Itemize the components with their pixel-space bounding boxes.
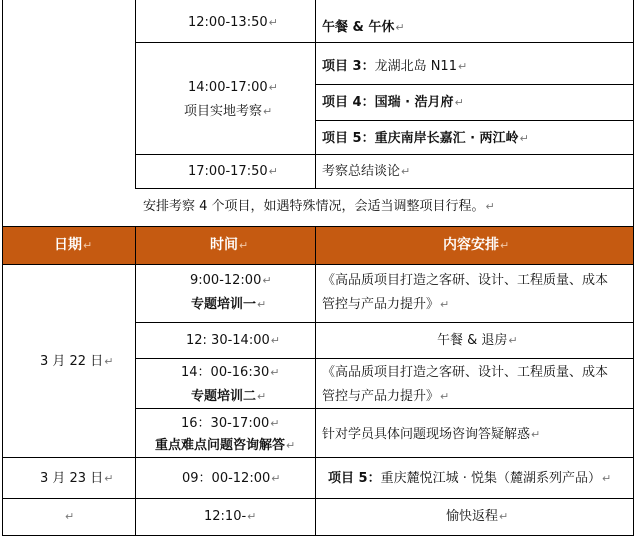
date-cell: ↵: [65, 510, 75, 523]
grid-line: [315, 226, 316, 536]
date-cell: 3 月 23 日↵: [40, 471, 114, 486]
content-cell: 项目 4：国瑞 · 浩月府↵: [322, 95, 464, 110]
time-cell: 17:00-17:50↵: [188, 164, 278, 179]
time-cell: 12: 30-14:00↵: [186, 333, 280, 348]
schedule-note: 安排考察 4 个项目，如遇特殊情况，会适当调整项目行程。↵: [143, 199, 495, 214]
date-cell: 3 月 22 日↵: [40, 354, 114, 369]
header-content: 内容安排↵: [443, 237, 510, 253]
content-cell: 《高品质项目打造之客研、设计、工程质量、成本: [322, 365, 609, 380]
grid-line: [2, 457, 634, 458]
time-cell: 12:10-↵: [204, 509, 257, 524]
content-cell: 《高品质项目打造之客研、设计、工程质量、成本: [322, 273, 609, 288]
content-cell: 针对学员具体问题现场咨询答疑解惑↵: [322, 427, 541, 442]
content-cell: 午餐 & 午休↵: [322, 20, 405, 35]
time-cell: 09：00-12:00↵: [182, 471, 281, 486]
grid-line: [135, 0, 136, 188]
time-cell: 12:00-13:50↵: [188, 15, 278, 30]
content-cell: 项目 3：龙湖北岛 N11↵: [322, 59, 468, 74]
grid-line: [315, 120, 634, 121]
content-cell: 愉快返程↵: [446, 509, 509, 524]
time-cell: 9:00-12:00↵: [190, 273, 272, 288]
time-activity: 项目实地考察↵: [184, 104, 273, 119]
grid-line: [135, 358, 634, 359]
content-cell: 项目 5：重庆南岸长嘉汇 · 两江岭↵: [322, 131, 529, 146]
grid-line: [2, 226, 634, 227]
content-cell: 管控与产品力提升》↵: [322, 389, 450, 404]
session-title: 专题培训一↵: [191, 297, 267, 312]
grid-line: [135, 408, 634, 409]
header-date: 日期↵: [54, 237, 93, 253]
table-header-row: [2, 226, 634, 264]
content-cell: 午餐 & 退房↵: [437, 333, 518, 348]
grid-line: [2, 498, 634, 499]
grid-line: [315, 84, 634, 85]
grid-line: [135, 154, 634, 155]
grid-line: [135, 42, 634, 43]
header-time: 时间↵: [210, 237, 249, 253]
grid-line: [135, 188, 634, 189]
grid-line: [135, 322, 634, 323]
grid-line: [315, 0, 316, 188]
time-cell: 14:00-17:00↵: [188, 80, 278, 95]
session-title: 重点难点问题咨询解答↵: [155, 438, 296, 453]
grid-line: [2, 264, 634, 265]
time-cell: 14：00-16:30↵: [181, 365, 280, 380]
grid-line: [2, 0, 3, 536]
content-cell: 项目 5：重庆麓悦江城 · 悦集（麓湖系列产品）↵: [328, 471, 612, 486]
content-cell: 管控与产品力提升》↵: [322, 297, 450, 312]
time-cell: 16：30-17:00↵: [181, 416, 280, 431]
grid-line: [633, 0, 634, 536]
grid-line: [135, 226, 136, 536]
content-cell: 考察总结谈论↵: [322, 164, 411, 179]
session-title: 专题培训二↵: [191, 389, 267, 404]
